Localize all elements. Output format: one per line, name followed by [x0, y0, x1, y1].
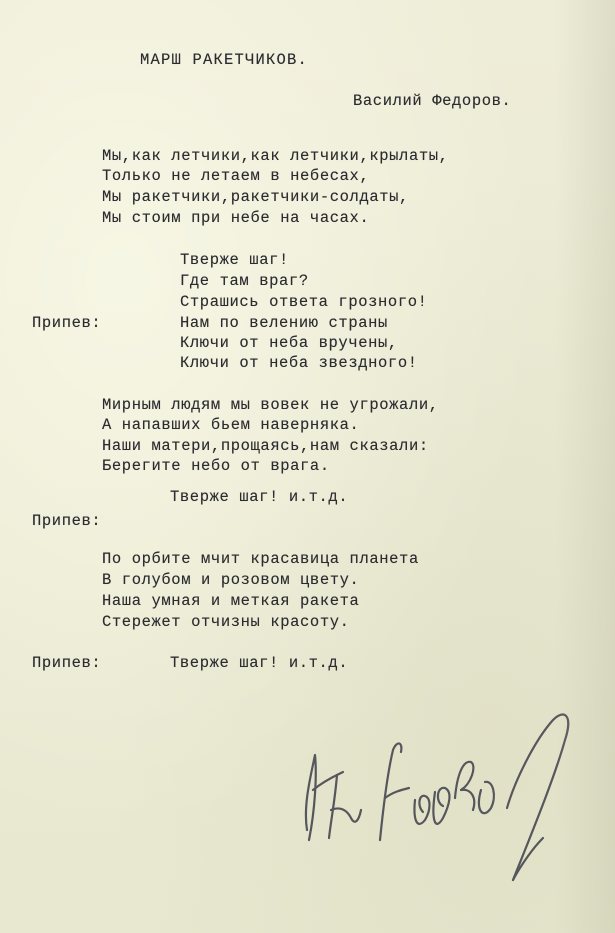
verse-1-line-1: Мы,как летчики,как летчики,крылаты, [102, 147, 449, 165]
chorus-line-6: Ключи от неба звездного! [180, 354, 418, 372]
chorus-line-5: Ключи от неба вручены, [180, 334, 398, 352]
verse-1-line-4: Мы стоим при небе на часах. [102, 209, 370, 227]
verse-2-line-4: Берегите небо от врага. [102, 457, 330, 475]
author-name: Василий Федоров. [353, 92, 512, 110]
verse-3-line-4: Стережет отчизны красоту. [102, 613, 350, 631]
verse-2-line-1: Мирным людям мы вовек не угрожали, [102, 396, 439, 414]
chorus-line-1: Тверже шаг! [180, 251, 289, 269]
verse-2-line-2: А напавших бьем наверняка. [102, 416, 360, 434]
chorus-repeat-1: Тверже шаг! и.т.д. [170, 488, 349, 506]
chorus-line-3: Страшись ответа грозного! [180, 293, 428, 311]
handwritten-signature [285, 680, 585, 910]
chorus-label: Припев: [32, 314, 102, 332]
verse-1-line-2: Только не летаем в небесах, [102, 167, 370, 185]
chorus-line-4: Нам по велению страны [180, 314, 388, 332]
chorus-repeat-2: Тверже шаг! и.т.д. [170, 654, 349, 672]
verse-2-line-3: Наши матери,прощаясь,нам сказали: [102, 437, 429, 455]
song-title: МАРШ РАКЕТЧИКОВ. [140, 51, 309, 69]
verse-3-line-3: Наша умная и меткая ракета [102, 592, 360, 610]
verse-3-line-1: По орбите мчит красавица планета [102, 550, 419, 568]
verse-1-line-3: Мы ракетчики,ракетчики-солдаты, [102, 188, 409, 206]
chorus-label-3: Припев: [32, 654, 102, 672]
chorus-label-2: Припев: [32, 512, 102, 530]
chorus-line-2: Где там враг? [180, 272, 309, 290]
verse-3-line-2: В голубом и розовом цвету. [102, 571, 360, 589]
